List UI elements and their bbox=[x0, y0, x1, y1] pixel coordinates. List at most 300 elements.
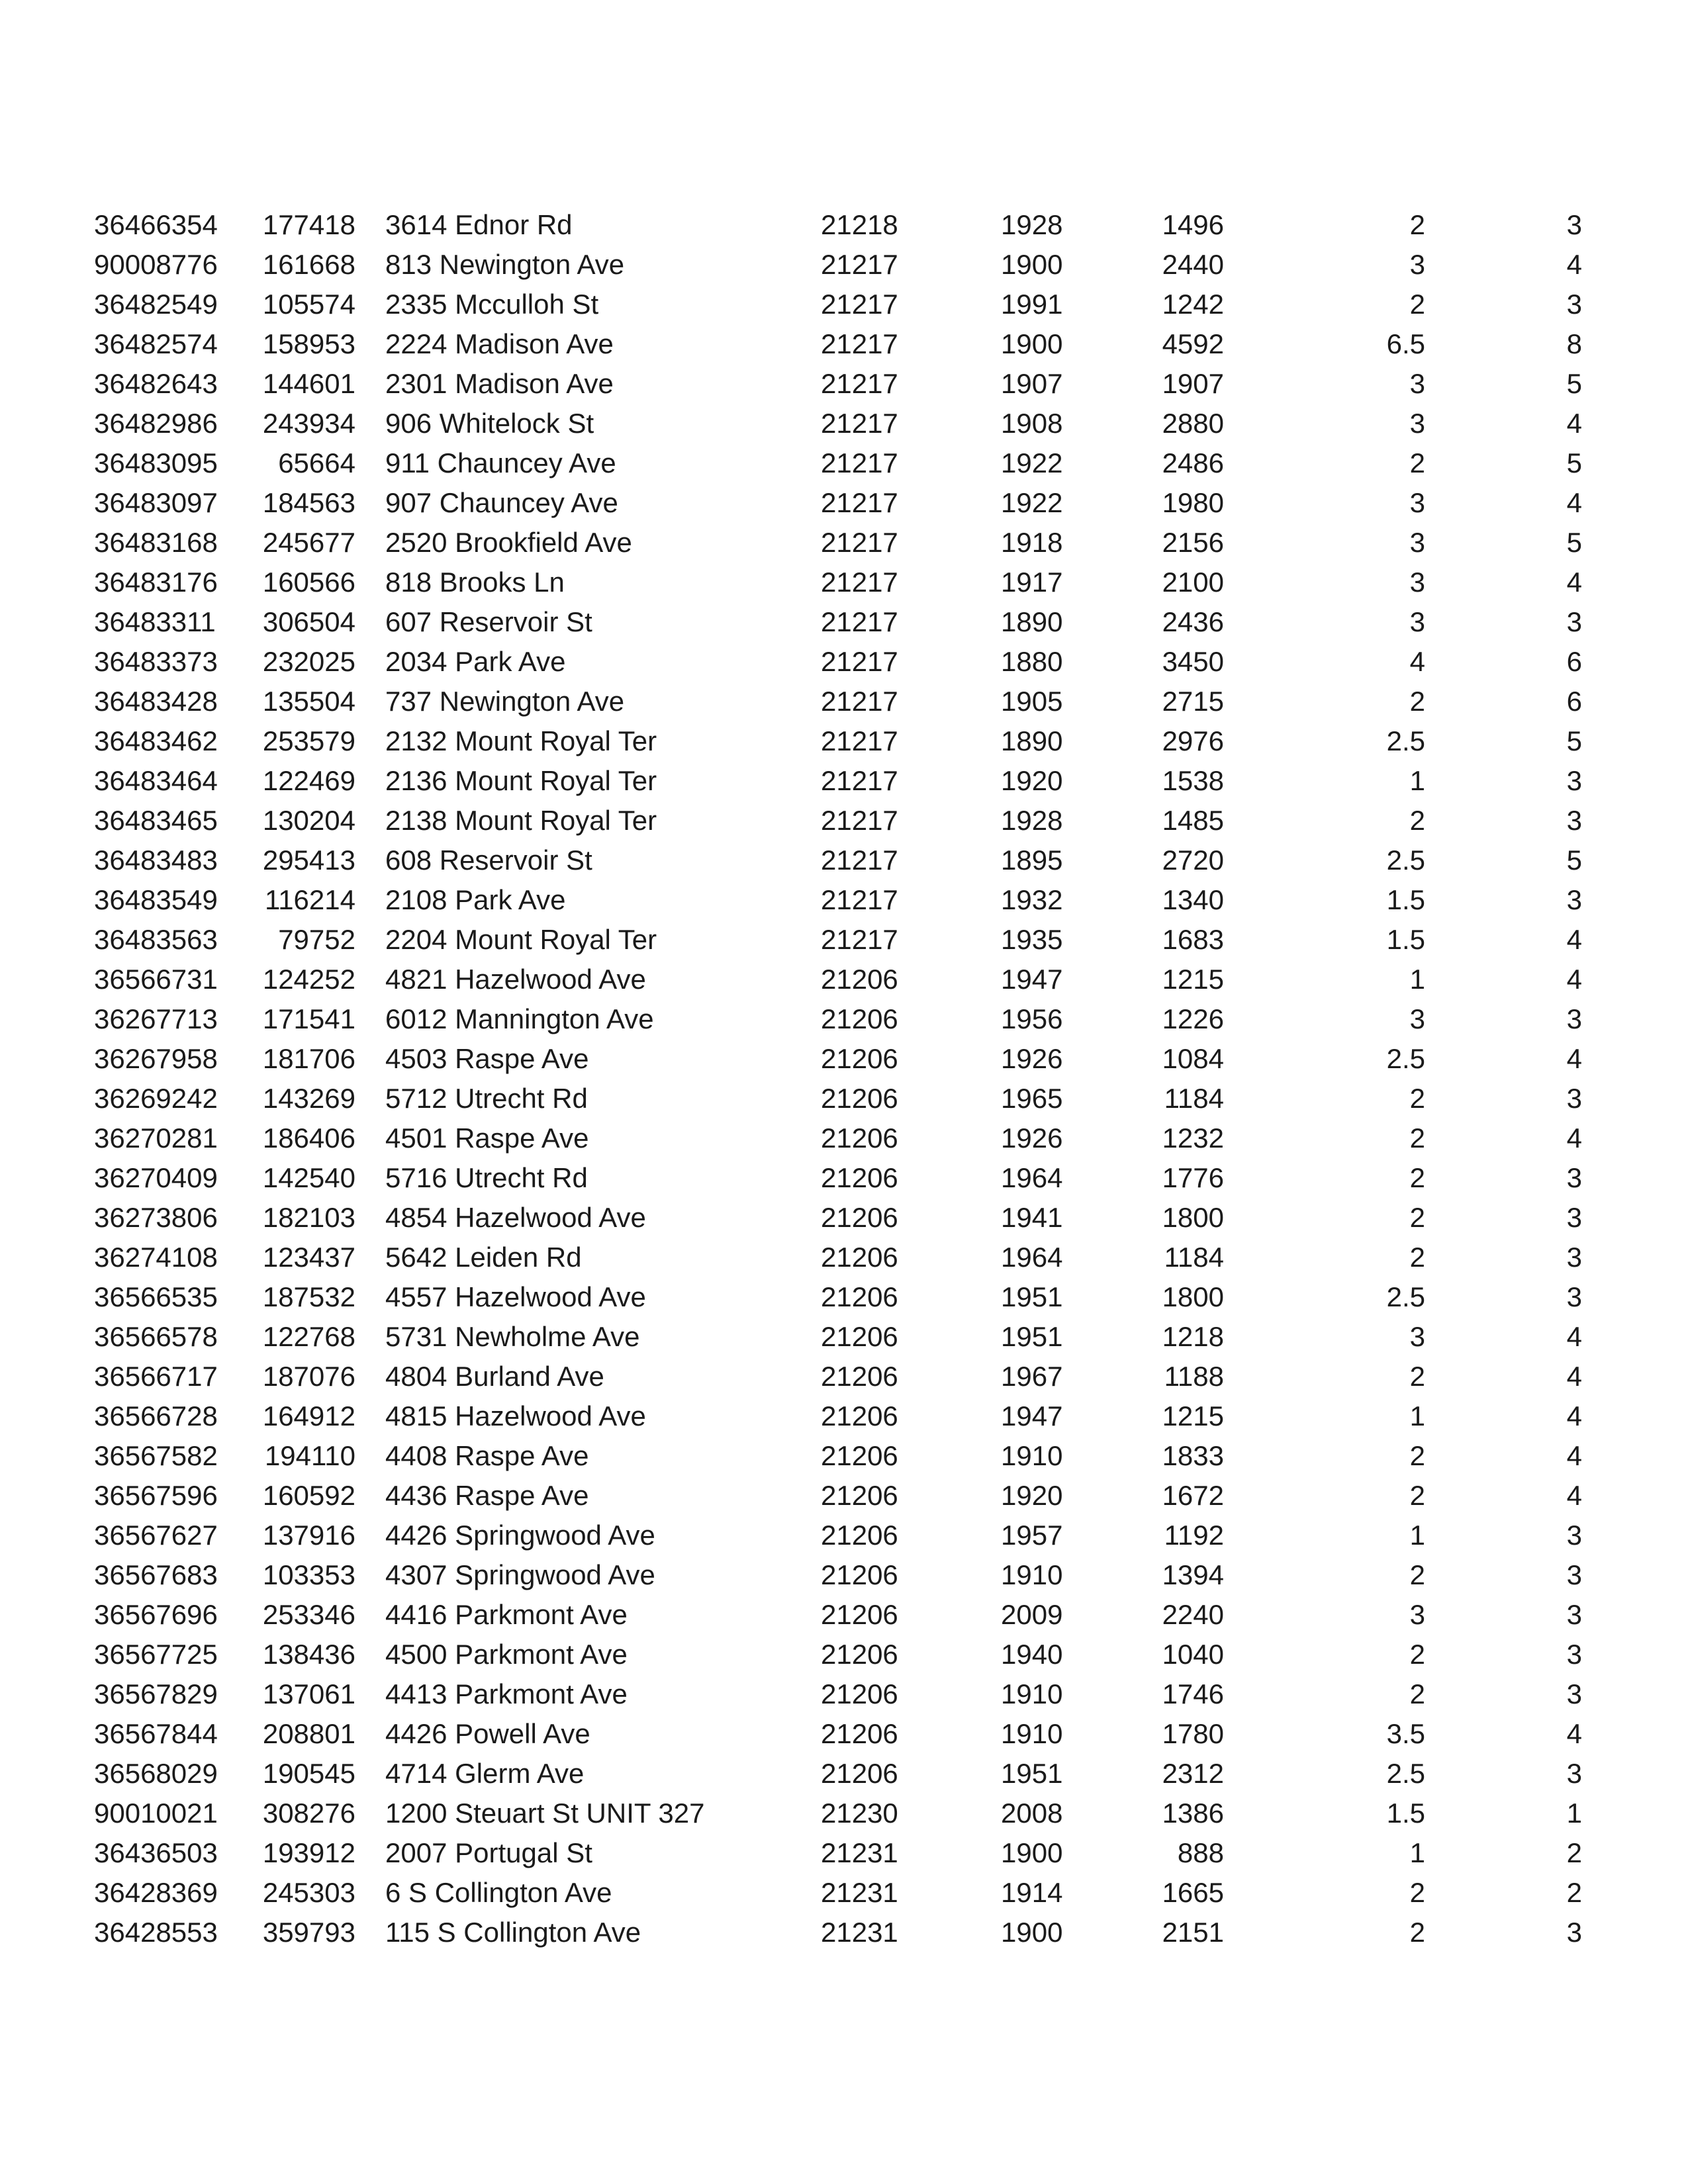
address-cell: 2335 Mcculloh St bbox=[385, 289, 599, 320]
zip-code-cell: 21217 bbox=[821, 447, 898, 478]
square-feet-cell: 1386 bbox=[1162, 1797, 1224, 1829]
table-row bbox=[0, 1754, 1688, 1794]
property-id-cell: 36566728 bbox=[94, 1400, 218, 1432]
zip-code-cell: 21206 bbox=[821, 1003, 898, 1034]
bathrooms-cell: 1 bbox=[1409, 964, 1425, 995]
zip-code-cell: 21217 bbox=[821, 408, 898, 439]
square-feet-cell: 1907 bbox=[1162, 368, 1224, 399]
address-cell: 907 Chauncey Ave bbox=[385, 487, 618, 518]
value-cell: 245303 bbox=[262, 1877, 355, 1908]
property-id-cell: 36270281 bbox=[94, 1122, 218, 1154]
bathrooms-cell: 3 bbox=[1409, 1599, 1425, 1630]
zip-code-cell: 21206 bbox=[821, 1202, 898, 1233]
value-cell: 105574 bbox=[262, 289, 355, 320]
table-row bbox=[0, 1436, 1688, 1476]
square-feet-cell: 1184 bbox=[1164, 1083, 1224, 1114]
value-cell: 193912 bbox=[262, 1837, 355, 1868]
bathrooms-cell: 2 bbox=[1409, 1440, 1425, 1471]
property-id-cell: 36483465 bbox=[94, 805, 218, 836]
bedrooms-cell: 3 bbox=[1566, 1559, 1582, 1590]
property-id-cell: 36483462 bbox=[94, 725, 218, 756]
square-feet-cell: 1232 bbox=[1162, 1122, 1224, 1154]
table-row bbox=[0, 1198, 1688, 1238]
bathrooms-cell: 2.5 bbox=[1386, 1758, 1425, 1789]
address-cell: 813 Newington Ave bbox=[385, 249, 625, 280]
property-id-cell: 36482549 bbox=[94, 289, 218, 320]
square-feet-cell: 1084 bbox=[1162, 1043, 1224, 1074]
year-built-cell: 1914 bbox=[1001, 1877, 1063, 1908]
year-built-cell: 1928 bbox=[1001, 805, 1063, 836]
square-feet-cell: 1833 bbox=[1162, 1440, 1224, 1471]
value-cell: 182103 bbox=[262, 1202, 355, 1233]
square-feet-cell: 2436 bbox=[1162, 606, 1224, 637]
table-row bbox=[0, 1555, 1688, 1595]
square-feet-cell: 2880 bbox=[1162, 408, 1224, 439]
zip-code-cell: 21206 bbox=[821, 1599, 898, 1630]
year-built-cell: 1956 bbox=[1001, 1003, 1063, 1034]
bathrooms-cell: 2 bbox=[1409, 289, 1425, 320]
value-cell: 123437 bbox=[262, 1242, 355, 1273]
table-row bbox=[0, 880, 1688, 920]
bedrooms-cell: 3 bbox=[1566, 1758, 1582, 1789]
table-row bbox=[0, 1317, 1688, 1357]
address-cell: 4503 Raspe Ave bbox=[385, 1043, 589, 1074]
value-cell: 208801 bbox=[262, 1718, 355, 1749]
zip-code-cell: 21217 bbox=[821, 487, 898, 518]
table-row bbox=[0, 920, 1688, 960]
bedrooms-cell: 3 bbox=[1566, 805, 1582, 836]
zip-code-cell: 21217 bbox=[821, 765, 898, 796]
year-built-cell: 1910 bbox=[1001, 1678, 1063, 1709]
square-feet-cell: 1485 bbox=[1162, 805, 1224, 836]
bathrooms-cell: 3 bbox=[1409, 1003, 1425, 1034]
bedrooms-cell: 4 bbox=[1566, 1043, 1582, 1074]
property-id-cell: 36274108 bbox=[94, 1242, 218, 1273]
square-feet-cell: 1242 bbox=[1162, 289, 1224, 320]
year-built-cell: 1908 bbox=[1001, 408, 1063, 439]
bedrooms-cell: 3 bbox=[1566, 1003, 1582, 1034]
year-built-cell: 2008 bbox=[1001, 1797, 1063, 1829]
value-cell: 164912 bbox=[262, 1400, 355, 1432]
value-cell: 160566 bbox=[262, 567, 355, 598]
bedrooms-cell: 3 bbox=[1566, 1242, 1582, 1273]
value-cell: 138436 bbox=[262, 1639, 355, 1670]
zip-code-cell: 21206 bbox=[821, 1520, 898, 1551]
property-id-cell: 90008776 bbox=[94, 249, 218, 280]
address-cell: 4804 Burland Ave bbox=[385, 1361, 604, 1392]
year-built-cell: 1890 bbox=[1001, 606, 1063, 637]
address-cell: 2224 Madison Ave bbox=[385, 328, 614, 359]
table-row bbox=[0, 960, 1688, 999]
property-id-cell: 36267958 bbox=[94, 1043, 218, 1074]
table-row bbox=[0, 1118, 1688, 1158]
bedrooms-cell: 3 bbox=[1566, 1599, 1582, 1630]
zip-code-cell: 21217 bbox=[821, 249, 898, 280]
zip-code-cell: 21217 bbox=[821, 328, 898, 359]
address-cell: 4557 Hazelwood Ave bbox=[385, 1281, 646, 1312]
bedrooms-cell: 6 bbox=[1566, 646, 1582, 677]
year-built-cell: 1947 bbox=[1001, 964, 1063, 995]
value-cell: 142540 bbox=[262, 1162, 355, 1193]
property-id-cell: 36483168 bbox=[94, 527, 218, 558]
bathrooms-cell: 2 bbox=[1409, 1639, 1425, 1670]
bedrooms-cell: 4 bbox=[1566, 487, 1582, 518]
year-built-cell: 1964 bbox=[1001, 1242, 1063, 1273]
table-row bbox=[0, 1396, 1688, 1436]
zip-code-cell: 21230 bbox=[821, 1797, 898, 1829]
address-cell: 115 S Collington Ave bbox=[385, 1917, 641, 1948]
property-id-cell: 36428553 bbox=[94, 1917, 218, 1948]
square-feet-cell: 2312 bbox=[1162, 1758, 1224, 1789]
address-cell: 4307 Springwood Ave bbox=[385, 1559, 655, 1590]
value-cell: 122469 bbox=[262, 765, 355, 796]
address-cell: 4501 Raspe Ave bbox=[385, 1122, 589, 1154]
table-row bbox=[0, 1833, 1688, 1873]
year-built-cell: 1900 bbox=[1001, 328, 1063, 359]
bedrooms-cell: 4 bbox=[1566, 1400, 1582, 1432]
year-built-cell: 1900 bbox=[1001, 1917, 1063, 1948]
square-feet-cell: 1776 bbox=[1162, 1162, 1224, 1193]
zip-code-cell: 21206 bbox=[821, 1281, 898, 1312]
address-cell: 6 S Collington Ave bbox=[385, 1877, 612, 1908]
bathrooms-cell: 3 bbox=[1409, 368, 1425, 399]
value-cell: 160592 bbox=[262, 1480, 355, 1511]
bedrooms-cell: 3 bbox=[1566, 1917, 1582, 1948]
year-built-cell: 1918 bbox=[1001, 527, 1063, 558]
value-cell: 190545 bbox=[262, 1758, 355, 1789]
bedrooms-cell: 1 bbox=[1566, 1797, 1582, 1829]
bedrooms-cell: 4 bbox=[1566, 1718, 1582, 1749]
property-id-cell: 36567596 bbox=[94, 1480, 218, 1511]
zip-code-cell: 21217 bbox=[821, 924, 898, 955]
bedrooms-cell: 4 bbox=[1566, 1480, 1582, 1511]
year-built-cell: 1991 bbox=[1001, 289, 1063, 320]
square-feet-cell: 2100 bbox=[1162, 567, 1224, 598]
bathrooms-cell: 2 bbox=[1409, 1242, 1425, 1273]
property-id-cell: 36482986 bbox=[94, 408, 218, 439]
table-row bbox=[0, 404, 1688, 443]
bedrooms-cell: 3 bbox=[1566, 884, 1582, 915]
square-feet-cell: 1340 bbox=[1162, 884, 1224, 915]
address-cell: 4426 Springwood Ave bbox=[385, 1520, 655, 1551]
zip-code-cell: 21206 bbox=[821, 1162, 898, 1193]
property-id-cell: 36566578 bbox=[94, 1321, 218, 1352]
year-built-cell: 1907 bbox=[1001, 368, 1063, 399]
property-id-cell: 36483464 bbox=[94, 765, 218, 796]
year-built-cell: 1935 bbox=[1001, 924, 1063, 955]
table-row bbox=[0, 1595, 1688, 1635]
zip-code-cell: 21206 bbox=[821, 1361, 898, 1392]
zip-code-cell: 21206 bbox=[821, 1122, 898, 1154]
year-built-cell: 1964 bbox=[1001, 1162, 1063, 1193]
table-row bbox=[0, 483, 1688, 523]
address-cell: 911 Chauncey Ave bbox=[385, 447, 616, 478]
year-built-cell: 1951 bbox=[1001, 1281, 1063, 1312]
table-row bbox=[0, 721, 1688, 761]
square-feet-cell: 888 bbox=[1177, 1837, 1224, 1868]
bedrooms-cell: 3 bbox=[1566, 1639, 1582, 1670]
address-cell: 2034 Park Ave bbox=[385, 646, 566, 677]
bathrooms-cell: 3 bbox=[1409, 1321, 1425, 1352]
value-cell: 130204 bbox=[262, 805, 355, 836]
property-id-cell: 36567844 bbox=[94, 1718, 218, 1749]
table-row bbox=[0, 1079, 1688, 1118]
square-feet-cell: 1192 bbox=[1164, 1520, 1224, 1551]
property-id-cell: 36483549 bbox=[94, 884, 218, 915]
bathrooms-cell: 2 bbox=[1409, 1122, 1425, 1154]
property-id-cell: 36436503 bbox=[94, 1837, 218, 1868]
bedrooms-cell: 3 bbox=[1566, 1520, 1582, 1551]
year-built-cell: 1922 bbox=[1001, 487, 1063, 518]
table-row bbox=[0, 1794, 1688, 1833]
address-cell: 818 Brooks Ln bbox=[385, 567, 565, 598]
property-id-cell: 36567725 bbox=[94, 1639, 218, 1670]
bedrooms-cell: 4 bbox=[1566, 408, 1582, 439]
property-id-cell: 36567829 bbox=[94, 1678, 218, 1709]
bedrooms-cell: 3 bbox=[1566, 765, 1582, 796]
year-built-cell: 1920 bbox=[1001, 765, 1063, 796]
year-built-cell: 1928 bbox=[1001, 209, 1063, 240]
zip-code-cell: 21206 bbox=[821, 1678, 898, 1709]
square-feet-cell: 2151 bbox=[1162, 1917, 1224, 1948]
square-feet-cell: 2715 bbox=[1162, 686, 1224, 717]
value-cell: 184563 bbox=[262, 487, 355, 518]
value-cell: 187076 bbox=[262, 1361, 355, 1392]
zip-code-cell: 21206 bbox=[821, 1321, 898, 1352]
property-id-cell: 36566717 bbox=[94, 1361, 218, 1392]
address-cell: 737 Newington Ave bbox=[385, 686, 625, 717]
zip-code-cell: 21231 bbox=[821, 1917, 898, 1948]
bathrooms-cell: 2 bbox=[1409, 209, 1425, 240]
value-cell: 158953 bbox=[262, 328, 355, 359]
address-cell: 2204 Mount Royal Ter bbox=[385, 924, 657, 955]
bedrooms-cell: 3 bbox=[1566, 209, 1582, 240]
year-built-cell: 1926 bbox=[1001, 1043, 1063, 1074]
zip-code-cell: 21217 bbox=[821, 646, 898, 677]
value-cell: 295413 bbox=[262, 844, 355, 876]
address-cell: 2136 Mount Royal Ter bbox=[385, 765, 657, 796]
bedrooms-cell: 5 bbox=[1566, 368, 1582, 399]
value-cell: 194110 bbox=[264, 1440, 355, 1471]
square-feet-cell: 1672 bbox=[1162, 1480, 1224, 1511]
property-id-cell: 36568029 bbox=[94, 1758, 218, 1789]
square-feet-cell: 1226 bbox=[1162, 1003, 1224, 1034]
year-built-cell: 1951 bbox=[1001, 1758, 1063, 1789]
square-feet-cell: 4592 bbox=[1162, 328, 1224, 359]
bedrooms-cell: 4 bbox=[1566, 1440, 1582, 1471]
address-cell: 5642 Leiden Rd bbox=[385, 1242, 582, 1273]
value-cell: 177418 bbox=[262, 209, 355, 240]
property-id-cell: 36483097 bbox=[94, 487, 218, 518]
bathrooms-cell: 2.5 bbox=[1386, 1281, 1425, 1312]
value-cell: 181706 bbox=[262, 1043, 355, 1074]
value-cell: 187532 bbox=[262, 1281, 355, 1312]
zip-code-cell: 21217 bbox=[821, 805, 898, 836]
bathrooms-cell: 2 bbox=[1409, 686, 1425, 717]
value-cell: 308276 bbox=[262, 1797, 355, 1829]
year-built-cell: 2009 bbox=[1001, 1599, 1063, 1630]
zip-code-cell: 21206 bbox=[821, 1639, 898, 1670]
value-cell: 144601 bbox=[262, 368, 355, 399]
bathrooms-cell: 3 bbox=[1409, 567, 1425, 598]
year-built-cell: 1932 bbox=[1001, 884, 1063, 915]
property-id-cell: 36483311 bbox=[94, 606, 216, 637]
property-id-cell: 36483373 bbox=[94, 646, 218, 677]
table-row bbox=[0, 682, 1688, 721]
value-cell: 135504 bbox=[262, 686, 355, 717]
square-feet-cell: 1040 bbox=[1162, 1639, 1224, 1670]
bedrooms-cell: 5 bbox=[1566, 725, 1582, 756]
property-id-cell: 36483176 bbox=[94, 567, 218, 598]
bedrooms-cell: 4 bbox=[1566, 567, 1582, 598]
value-cell: 65664 bbox=[278, 447, 355, 478]
property-id-cell: 36482643 bbox=[94, 368, 218, 399]
square-feet-cell: 2440 bbox=[1162, 249, 1224, 280]
bedrooms-cell: 5 bbox=[1566, 447, 1582, 478]
bedrooms-cell: 5 bbox=[1566, 527, 1582, 558]
square-feet-cell: 1184 bbox=[1164, 1242, 1224, 1273]
bathrooms-cell: 1 bbox=[1409, 765, 1425, 796]
bathrooms-cell: 2 bbox=[1409, 1877, 1425, 1908]
year-built-cell: 1951 bbox=[1001, 1321, 1063, 1352]
bedrooms-cell: 4 bbox=[1566, 924, 1582, 955]
square-feet-cell: 2156 bbox=[1162, 527, 1224, 558]
year-built-cell: 1917 bbox=[1001, 567, 1063, 598]
address-cell: 2132 Mount Royal Ter bbox=[385, 725, 657, 756]
square-feet-cell: 1538 bbox=[1162, 765, 1224, 796]
zip-code-cell: 21206 bbox=[821, 1400, 898, 1432]
bathrooms-cell: 1 bbox=[1409, 1520, 1425, 1551]
bedrooms-cell: 2 bbox=[1566, 1877, 1582, 1908]
zip-code-cell: 21231 bbox=[821, 1837, 898, 1868]
bathrooms-cell: 2.5 bbox=[1386, 844, 1425, 876]
address-cell: 5731 Newholme Ave bbox=[385, 1321, 640, 1352]
bathrooms-cell: 2 bbox=[1409, 1162, 1425, 1193]
address-cell: 4408 Raspe Ave bbox=[385, 1440, 589, 1471]
property-id-cell: 36483563 bbox=[94, 924, 218, 955]
zip-code-cell: 21231 bbox=[821, 1877, 898, 1908]
bathrooms-cell: 6.5 bbox=[1386, 328, 1425, 359]
property-table bbox=[0, 205, 1688, 1952]
value-cell: 359793 bbox=[262, 1917, 355, 1948]
bathrooms-cell: 1 bbox=[1409, 1400, 1425, 1432]
square-feet-cell: 1780 bbox=[1162, 1718, 1224, 1749]
address-cell: 608 Reservoir St bbox=[385, 844, 592, 876]
year-built-cell: 1880 bbox=[1001, 646, 1063, 677]
property-id-cell: 36566731 bbox=[94, 964, 218, 995]
table-row bbox=[0, 1158, 1688, 1198]
bathrooms-cell: 3 bbox=[1409, 249, 1425, 280]
property-id-cell: 36428369 bbox=[94, 1877, 218, 1908]
value-cell: 186406 bbox=[262, 1122, 355, 1154]
address-cell: 4714 Glerm Ave bbox=[385, 1758, 585, 1789]
table-row bbox=[0, 1516, 1688, 1555]
address-cell: 906 Whitelock St bbox=[385, 408, 594, 439]
bathrooms-cell: 2.5 bbox=[1386, 1043, 1425, 1074]
property-id-cell: 36273806 bbox=[94, 1202, 218, 1233]
value-cell: 253579 bbox=[262, 725, 355, 756]
bedrooms-cell: 3 bbox=[1566, 1678, 1582, 1709]
bathrooms-cell: 2 bbox=[1409, 805, 1425, 836]
value-cell: 306504 bbox=[262, 606, 355, 637]
value-cell: 124252 bbox=[262, 964, 355, 995]
value-cell: 137916 bbox=[262, 1520, 355, 1551]
year-built-cell: 1957 bbox=[1001, 1520, 1063, 1551]
square-feet-cell: 1800 bbox=[1162, 1281, 1224, 1312]
property-id-cell: 36466354 bbox=[94, 209, 218, 240]
bedrooms-cell: 4 bbox=[1566, 964, 1582, 995]
square-feet-cell: 1665 bbox=[1162, 1877, 1224, 1908]
value-cell: 161668 bbox=[262, 249, 355, 280]
zip-code-cell: 21217 bbox=[821, 844, 898, 876]
bedrooms-cell: 3 bbox=[1566, 1281, 1582, 1312]
address-cell: 2301 Madison Ave bbox=[385, 368, 614, 399]
bedrooms-cell: 3 bbox=[1566, 1083, 1582, 1114]
bedrooms-cell: 2 bbox=[1566, 1837, 1582, 1868]
square-feet-cell: 1746 bbox=[1162, 1678, 1224, 1709]
year-built-cell: 1890 bbox=[1001, 725, 1063, 756]
value-cell: 116214 bbox=[264, 884, 355, 915]
square-feet-cell: 2976 bbox=[1162, 725, 1224, 756]
table-row bbox=[0, 1039, 1688, 1079]
address-cell: 2007 Portugal St bbox=[385, 1837, 592, 1868]
zip-code-cell: 21217 bbox=[821, 527, 898, 558]
table-row bbox=[0, 761, 1688, 801]
table-row bbox=[0, 324, 1688, 364]
zip-code-cell: 21217 bbox=[821, 606, 898, 637]
year-built-cell: 1910 bbox=[1001, 1440, 1063, 1471]
zip-code-cell: 21217 bbox=[821, 884, 898, 915]
year-built-cell: 1900 bbox=[1001, 249, 1063, 280]
property-id-cell: 36267713 bbox=[94, 1003, 218, 1034]
bedrooms-cell: 3 bbox=[1566, 289, 1582, 320]
bathrooms-cell: 2 bbox=[1409, 1559, 1425, 1590]
bathrooms-cell: 2 bbox=[1409, 1083, 1425, 1114]
year-built-cell: 1920 bbox=[1001, 1480, 1063, 1511]
year-built-cell: 1922 bbox=[1001, 447, 1063, 478]
zip-code-cell: 21206 bbox=[821, 1480, 898, 1511]
address-cell: 5716 Utrecht Rd bbox=[385, 1162, 588, 1193]
address-cell: 2520 Brookfield Ave bbox=[385, 527, 632, 558]
zip-code-cell: 21217 bbox=[821, 567, 898, 598]
value-cell: 143269 bbox=[262, 1083, 355, 1114]
year-built-cell: 1895 bbox=[1001, 844, 1063, 876]
bedrooms-cell: 4 bbox=[1566, 1122, 1582, 1154]
address-cell: 4854 Hazelwood Ave bbox=[385, 1202, 646, 1233]
address-cell: 2108 Park Ave bbox=[385, 884, 566, 915]
zip-code-cell: 21206 bbox=[821, 1440, 898, 1471]
bathrooms-cell: 3 bbox=[1409, 527, 1425, 558]
zip-code-cell: 21217 bbox=[821, 289, 898, 320]
property-id-cell: 36269242 bbox=[94, 1083, 218, 1114]
table-row bbox=[0, 285, 1688, 324]
square-feet-cell: 2240 bbox=[1162, 1599, 1224, 1630]
table-row bbox=[0, 1277, 1688, 1317]
table-row bbox=[0, 642, 1688, 682]
bedrooms-cell: 3 bbox=[1566, 606, 1582, 637]
bathrooms-cell: 1 bbox=[1409, 1837, 1425, 1868]
table-row bbox=[0, 1635, 1688, 1674]
bedrooms-cell: 3 bbox=[1566, 1202, 1582, 1233]
property-id-cell: 36567683 bbox=[94, 1559, 218, 1590]
table-row bbox=[0, 523, 1688, 563]
bathrooms-cell: 2.5 bbox=[1386, 725, 1425, 756]
square-feet-cell: 1188 bbox=[1164, 1361, 1224, 1392]
zip-code-cell: 21206 bbox=[821, 1718, 898, 1749]
year-built-cell: 1940 bbox=[1001, 1639, 1063, 1670]
zip-code-cell: 21206 bbox=[821, 1083, 898, 1114]
zip-code-cell: 21218 bbox=[821, 209, 898, 240]
